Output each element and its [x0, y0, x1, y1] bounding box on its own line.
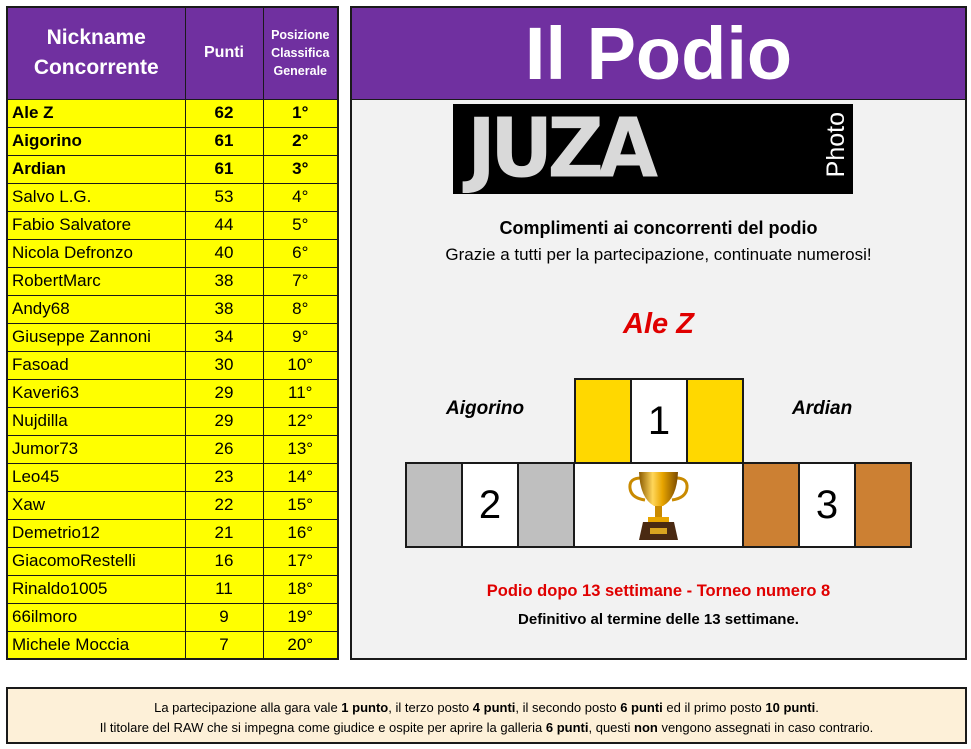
row-nickname: Michele Moccia	[7, 631, 185, 659]
rules-highlight: 10 punti	[765, 700, 816, 715]
podium-third-right	[854, 462, 912, 548]
ranking-table	[6, 6, 339, 660]
row-points: 7	[185, 631, 263, 659]
ranking-header-row	[7, 7, 338, 99]
rules-note	[6, 687, 967, 744]
row-position: 12°	[263, 407, 338, 435]
row-nickname: Jumor73	[7, 435, 185, 463]
row-position: 6°	[263, 239, 338, 267]
podium-second-number: 2	[461, 462, 519, 548]
podium-second-right	[517, 462, 575, 548]
rules-text: La partecipazione alla gara vale	[154, 700, 342, 715]
header-nickname: Nickname Concorrente	[7, 7, 185, 99]
row-nickname: Xaw	[7, 491, 185, 519]
rules-line-1	[8, 698, 965, 718]
podium-status: Podio dopo 13 settimane - Torneo numero 8	[486, 582, 831, 600]
row-points: 44	[185, 211, 263, 239]
table-row	[7, 491, 338, 519]
row-position: 15°	[263, 491, 338, 519]
row-points: 40	[185, 239, 263, 267]
table-row	[7, 155, 338, 183]
row-nickname: Nujdilla	[7, 407, 185, 435]
row-nickname: Kaveri63	[7, 379, 185, 407]
rules-highlight: 4 punti	[472, 700, 516, 715]
row-position: 2°	[263, 127, 338, 155]
podium-third-left	[742, 462, 800, 548]
row-position: 17°	[263, 547, 338, 575]
table-row	[7, 239, 338, 267]
row-points: 62	[185, 99, 263, 127]
row-nickname: Giuseppe Zannoni	[7, 323, 185, 351]
row-nickname: Nicola Defronzo	[7, 239, 185, 267]
table-row	[7, 575, 338, 603]
row-position: 13°	[263, 435, 338, 463]
row-position: 16°	[263, 519, 338, 547]
juza-logo	[453, 104, 853, 194]
rules-highlight: 6 punti	[545, 720, 589, 735]
second-place-name: Aigorino	[446, 398, 525, 419]
table-row	[7, 351, 338, 379]
row-position: 10°	[263, 351, 338, 379]
row-points: 61	[185, 155, 263, 183]
logo-wordmark: JUZA	[467, 104, 653, 194]
table-row	[7, 211, 338, 239]
row-position: 5°	[263, 211, 338, 239]
trophy-block	[573, 462, 744, 548]
row-points: 30	[185, 351, 263, 379]
rules-line-2	[8, 718, 965, 738]
row-position: 3°	[263, 155, 338, 183]
row-nickname: Fabio Salvatore	[7, 211, 185, 239]
row-points: 21	[185, 519, 263, 547]
table-row	[7, 295, 338, 323]
rules-text: ed il primo posto	[662, 700, 766, 715]
compliments-text: Complimenti ai concorrenti del podio	[499, 218, 818, 238]
table-row	[7, 603, 338, 631]
table-row	[7, 547, 338, 575]
table-row	[7, 463, 338, 491]
row-points: 22	[185, 491, 263, 519]
row-position: 9°	[263, 323, 338, 351]
row-position: 18°	[263, 575, 338, 603]
row-points: 38	[185, 295, 263, 323]
row-position: 11°	[263, 379, 338, 407]
logo-photo-label: Photo	[822, 112, 850, 178]
podium-first-number: 1	[630, 378, 688, 464]
row-points: 61	[185, 127, 263, 155]
table-row	[7, 407, 338, 435]
row-nickname: Fasoad	[7, 351, 185, 379]
rules-text: vengono assegnati in caso contrario.	[657, 720, 874, 735]
row-nickname: Aigorino	[7, 127, 185, 155]
row-points: 26	[185, 435, 263, 463]
podium-title: Il Podio	[352, 8, 965, 100]
podium-second-left	[405, 462, 463, 548]
podium-final-note: Definitivo al termine delle 13 settimane.	[518, 611, 799, 628]
podium-panel	[350, 6, 967, 660]
row-position: 8°	[263, 295, 338, 323]
row-nickname: Ardian	[7, 155, 185, 183]
row-position: 19°	[263, 603, 338, 631]
row-points: 38	[185, 267, 263, 295]
table-row	[7, 435, 338, 463]
podium-first-right	[686, 378, 744, 464]
row-position: 14°	[263, 463, 338, 491]
rules-highlight: 1 punto	[341, 700, 389, 715]
table-row	[7, 323, 338, 351]
rules-highlight: 6 punti	[620, 700, 663, 715]
row-position: 4°	[263, 183, 338, 211]
row-position: 20°	[263, 631, 338, 659]
row-points: 16	[185, 547, 263, 575]
row-position: 7°	[263, 267, 338, 295]
row-nickname: Leo45	[7, 463, 185, 491]
table-row	[7, 127, 338, 155]
row-nickname: Salvo L.G.	[7, 183, 185, 211]
row-nickname: Ale Z	[7, 99, 185, 127]
row-nickname: Andy68	[7, 295, 185, 323]
table-row	[7, 99, 338, 127]
rules-text: , il terzo posto	[388, 700, 473, 715]
row-points: 23	[185, 463, 263, 491]
winner-name: Ale Z	[623, 308, 694, 340]
table-row	[7, 379, 338, 407]
row-nickname: RobertMarc	[7, 267, 185, 295]
podium-third-number: 3	[798, 462, 856, 548]
row-nickname: Demetrio12	[7, 519, 185, 547]
table-row	[7, 267, 338, 295]
table-row	[7, 631, 338, 659]
row-points: 34	[185, 323, 263, 351]
row-points: 11	[185, 575, 263, 603]
rules-highlight: non	[634, 720, 658, 735]
row-points: 53	[185, 183, 263, 211]
row-nickname: GiacomoRestelli	[7, 547, 185, 575]
header-position: Posizione Classifica Generale	[263, 7, 338, 99]
ranking-body	[7, 99, 338, 659]
thanks-text: Grazie a tutti per la partecipazione, continuate numerosi!	[445, 245, 872, 264]
rules-text: , il secondo posto	[515, 700, 621, 715]
trophy-icon	[575, 464, 742, 546]
row-position: 1°	[263, 99, 338, 127]
row-nickname: Rinaldo1005	[7, 575, 185, 603]
table-row	[7, 519, 338, 547]
row-nickname: 66ilmoro	[7, 603, 185, 631]
row-points: 9	[185, 603, 263, 631]
rules-text: .	[815, 700, 819, 715]
header-points: Punti	[185, 7, 263, 99]
table-row	[7, 183, 338, 211]
podium-first-left	[574, 378, 632, 464]
rules-text: , questi	[588, 720, 635, 735]
row-points: 29	[185, 379, 263, 407]
row-points: 29	[185, 407, 263, 435]
third-place-name: Ardian	[792, 398, 853, 419]
rules-text: Il titolare del RAW che si impegna come giudice e ospite per aprire la galleria	[99, 720, 546, 735]
